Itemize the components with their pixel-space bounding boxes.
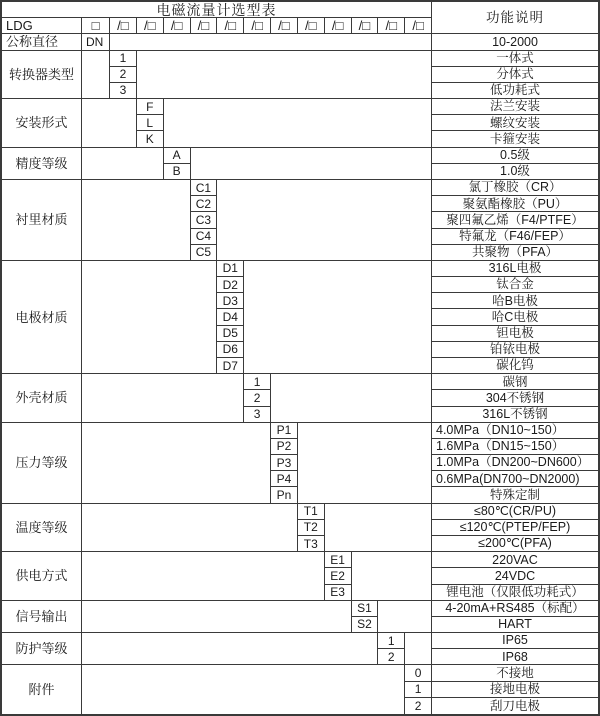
filler-cell: [82, 423, 271, 504]
category-label: 防护等级: [2, 633, 82, 665]
function-desc-cell: IP68: [432, 649, 598, 665]
function-desc-cell: ≤200℃(PFA): [432, 536, 598, 552]
code-slot-box: /□: [378, 18, 405, 34]
function-desc-cell: 316L不锈钢: [432, 407, 598, 423]
category-label: 安装形式: [2, 99, 82, 148]
category-label: 衬里材质: [2, 180, 82, 261]
filler-cell: [82, 148, 164, 180]
filler-cell: [298, 423, 432, 504]
function-desc-cell: IP65: [432, 633, 598, 649]
filler-cell: [110, 34, 432, 50]
function-desc-cell: 4-20mA+RS485（标配）: [432, 601, 598, 617]
code-cell: T1: [298, 504, 325, 520]
function-desc-cell: 哈B电极: [432, 293, 598, 309]
code-slot-box: /□: [352, 18, 379, 34]
filler-cell: [137, 51, 432, 100]
code-slot-box: /□: [164, 18, 191, 34]
category-label: 精度等级: [2, 148, 82, 180]
function-desc-cell: 法兰安装: [432, 99, 598, 115]
filler-cell: [405, 633, 432, 665]
function-desc-cell: 钽电极: [432, 326, 598, 342]
code-cell: C2: [191, 196, 218, 212]
code-cell: D1: [217, 261, 244, 277]
code-slot-box: /□: [405, 18, 432, 34]
function-column-header: 功能说明: [432, 2, 598, 34]
function-desc-cell: 24VDC: [432, 568, 598, 584]
code-cell: D6: [217, 342, 244, 358]
code-cell: 1: [110, 51, 137, 67]
code-cell: D3: [217, 293, 244, 309]
function-desc-cell: 不接地: [432, 665, 598, 681]
code-cell: B: [164, 164, 191, 180]
code-cell: C3: [191, 212, 218, 228]
code-cell: C5: [191, 245, 218, 261]
filler-cell: [244, 261, 432, 374]
function-desc-cell: 卡箍安装: [432, 131, 598, 147]
function-desc-cell: HART: [432, 617, 598, 633]
code-cell: 1: [378, 633, 405, 649]
code-slot-box: /□: [137, 18, 164, 34]
filler-cell: [352, 552, 433, 601]
filler-cell: [82, 552, 325, 601]
function-desc-cell: 氯丁橡胶（CR）: [432, 180, 598, 196]
category-label: 电极材质: [2, 261, 82, 374]
code-cell: 1: [405, 682, 432, 698]
code-slot-box: /□: [191, 18, 218, 34]
category-label: 附件: [2, 665, 82, 714]
function-desc-cell: ≤80℃(CR/PU): [432, 504, 598, 520]
function-desc-cell: 1.0级: [432, 164, 598, 180]
filler-cell: [82, 504, 298, 553]
filler-cell: [82, 99, 137, 148]
function-desc-cell: 10-2000: [432, 34, 598, 50]
function-desc-cell: 特氟龙（F46/FEP）: [432, 229, 598, 245]
code-cell: 2: [244, 390, 271, 406]
function-desc-cell: 哈C电极: [432, 309, 598, 325]
function-desc-cell: 0.6MPa(DN700~DN2000): [432, 471, 598, 487]
series-code-label: LDG: [2, 18, 82, 34]
function-desc-cell: 碳钢: [432, 374, 598, 390]
function-desc-cell: 聚四氟乙烯（F4/PTFE）: [432, 212, 598, 228]
function-desc-cell: 接地电极: [432, 682, 598, 698]
filler-cell: [217, 180, 432, 261]
function-desc-cell: 碳化钨: [432, 358, 598, 374]
filler-cell: [271, 374, 432, 423]
code-cell: D4: [217, 309, 244, 325]
code-cell: D5: [217, 326, 244, 342]
category-label: 公称直径: [2, 34, 82, 50]
filler-cell: [82, 374, 244, 423]
function-desc-cell: 聚氨酯橡胶（PU）: [432, 196, 598, 212]
function-desc-cell: 分体式: [432, 67, 598, 83]
filler-cell: [82, 261, 217, 374]
filler-cell: [82, 601, 352, 633]
filler-cell: [325, 504, 432, 553]
function-desc-cell: 锂电池（仅限低功耗式）: [432, 585, 598, 601]
category-label: 信号输出: [2, 601, 82, 633]
code-slot-box: □: [82, 18, 110, 34]
code-slot-box: /□: [217, 18, 244, 34]
code-cell: C1: [191, 180, 218, 196]
code-cell: S2: [352, 617, 379, 633]
category-label: 转换器类型: [2, 51, 82, 100]
code-slot-box: /□: [298, 18, 325, 34]
function-desc-cell: 304不锈钢: [432, 390, 598, 406]
function-desc-cell: 1.0MPa（DN200~DN600）: [432, 455, 598, 471]
function-desc-cell: 一体式: [432, 51, 598, 67]
filler-cell: [82, 180, 191, 261]
code-cell: 2: [378, 649, 405, 665]
code-cell: 2: [405, 698, 432, 714]
code-cell: DN: [82, 34, 110, 50]
category-label: 压力等级: [2, 423, 82, 504]
function-desc-cell: 0.5级: [432, 148, 598, 164]
function-desc-cell: 1.6MPa（DN15~150）: [432, 439, 598, 455]
function-desc-cell: 螺纹安装: [432, 115, 598, 131]
code-cell: A: [164, 148, 191, 164]
filler-cell: [164, 99, 432, 148]
code-cell: E3: [325, 585, 352, 601]
code-cell: D7: [217, 358, 244, 374]
filler-cell: [82, 665, 405, 714]
code-cell: T3: [298, 536, 325, 552]
function-desc-cell: 316L电极: [432, 261, 598, 277]
code-slot-box: /□: [110, 18, 137, 34]
function-desc-cell: 4.0MPa（DN10~150）: [432, 423, 598, 439]
code-cell: E1: [325, 552, 352, 568]
filler-cell: [82, 51, 110, 100]
code-cell: T2: [298, 520, 325, 536]
code-slot-box: /□: [244, 18, 271, 34]
table-title: 电磁流量计选型表: [2, 2, 432, 18]
function-desc-cell: 低功耗式: [432, 83, 598, 99]
code-cell: S1: [352, 601, 379, 617]
function-desc-cell: 特殊定制: [432, 487, 598, 503]
function-desc-cell: 铂铱电极: [432, 342, 598, 358]
filler-cell: [82, 633, 378, 665]
code-cell: 0: [405, 665, 432, 681]
code-cell: 2: [110, 67, 137, 83]
code-cell: E2: [325, 568, 352, 584]
filler-cell: [378, 601, 432, 633]
code-cell: F: [137, 99, 164, 115]
code-cell: 3: [244, 407, 271, 423]
category-label: 温度等级: [2, 504, 82, 553]
code-cell: C4: [191, 229, 218, 245]
code-cell: P4: [271, 471, 298, 487]
function-desc-cell: 220VAC: [432, 552, 598, 568]
function-desc-cell: 刮刀电极: [489, 698, 540, 713]
category-label: 供电方式: [2, 552, 82, 601]
code-cell: P2: [271, 439, 298, 455]
code-cell: 3: [110, 83, 137, 99]
code-cell: L: [137, 115, 164, 131]
function-desc-cell: 共聚物（PFA）: [432, 245, 598, 261]
code-cell: D2: [217, 277, 244, 293]
code-cell: P1: [271, 423, 298, 439]
code-cell: 1: [244, 374, 271, 390]
category-label: 外壳材质: [2, 374, 82, 423]
code-cell: Pn: [271, 487, 298, 503]
filler-cell: [191, 148, 433, 180]
code-cell: K: [137, 131, 164, 147]
function-desc-cell: 钛合金: [432, 277, 598, 293]
function-desc-cell: ≤120℃(PTEP/FEP): [432, 520, 598, 536]
code-slot-box: /□: [325, 18, 352, 34]
code-cell: P3: [271, 455, 298, 471]
code-slot-box: /□: [271, 18, 298, 34]
